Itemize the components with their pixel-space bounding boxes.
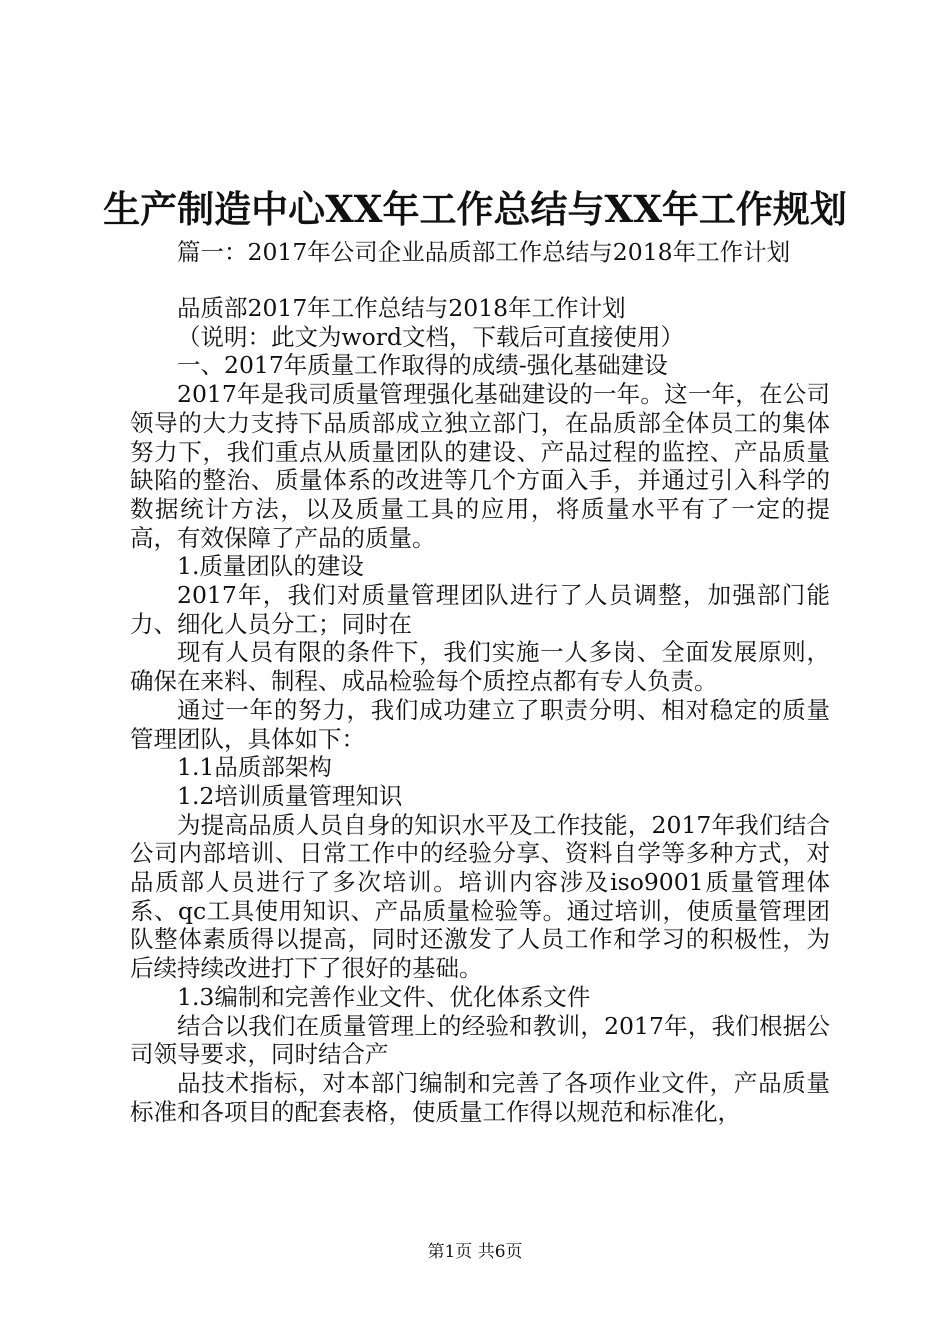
paragraph: 为提高品质人员自身的知识水平及工作技能，2017年我们结合公司内部培训、日常工作中的经验分享、资料自学等多种方式，对品质部人员进行了多次培训。培训内容涉及iso9001质量管理体系、qc工具使用知识、产品质量检验等。通过培训，使质量管理团队整体素质得以提高，同时还激发了人员工作和学习的积极性，为后续持续改进打下了很好的基础。: [130, 810, 830, 983]
page-number: 第1页 共6页: [427, 1242, 523, 1262]
paragraph: 2017年，我们对质量管理团队进行了人员调整，加强部门能力、细化人员分工；同时在: [130, 581, 830, 638]
paragraph: （说明：此文为word文档，下载后可直接使用）: [177, 322, 685, 351]
section-heading: 1.1品质部架构: [177, 753, 332, 782]
document-title: 生产制造中心XX年工作总结与XX年工作规划: [103, 187, 847, 231]
paragraph: 通过一年的努力，我们成功建立了职责分明、相对稳定的质量管理团队，具体如下：: [130, 695, 830, 753]
document-subtitle: 篇一：2017年公司企业品质部工作总结与2018年工作计划: [177, 238, 791, 266]
paragraph: 结合以我们在质量管理上的经验和教训，2017年，我们根据公司领导要求，同时结合产: [130, 1011, 830, 1069]
paragraph: 2017年是我司质量管理强化基础建设的一年。这一年，在公司领导的大力支持下品质部成立独立部门，在品质部全体员工的集体努力下，我们重点从质量团队的建设、产品过程的监控、产品质量缺陷的整治、质量体系的改进等几个方面入手，并通过引入科学的数据统计方法，以及质量工具的应用，将质量水平有了一定的提高，有效保障了产品的质量。: [130, 380, 830, 552]
section-heading: 1.质量团队的建设: [177, 552, 364, 581]
section-heading: 1.3编制和完善作业文件、优化体系文件: [177, 982, 591, 1011]
section-heading: 一、2017年质量工作取得的成绩-强化基础建设: [177, 351, 668, 380]
document-body: [130, 294, 830, 1126]
section-heading: 1.2培训质量管理知识: [177, 781, 403, 810]
paragraph: 现有人员有限的条件下，我们实施一人多岗、全面发展原则，确保在来料、制程、成品检验每个质控点都有专人负责。: [130, 638, 830, 696]
paragraph: 品质部2017年工作总结与2018年工作计划: [177, 294, 626, 322]
paragraph: 品技术指标，对本部门编制和完善了各项作业文件，产品质量标准和各项目的配套表格，使质量工作得以规范和标准化，: [130, 1068, 830, 1126]
